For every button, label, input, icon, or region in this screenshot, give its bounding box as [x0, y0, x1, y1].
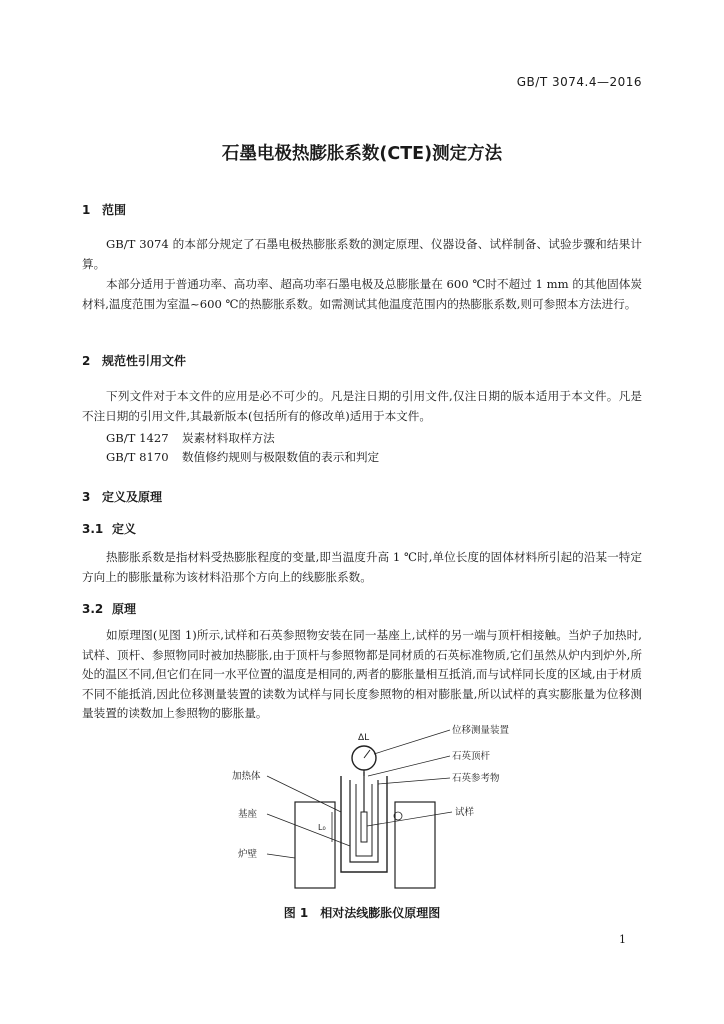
section-number: 3.1	[82, 522, 104, 536]
furnace-wall-right	[395, 802, 435, 888]
document-title: 石墨电极热膨胀系数(CTE)测定方法	[221, 144, 503, 164]
section-number: 2	[82, 354, 91, 368]
section-number: 1	[82, 203, 91, 217]
figure-caption: 图 1 相对法线膨胀仪原理图	[283, 906, 441, 920]
section-2-paragraph-1: 下列文件对于本文件的应用是必不可少的。凡是注日期的引用文件,仅注日期的版本适用于本文件。凡是不注日期的引用文件,其最新版本(包括所有的修改单)适用于本文件。	[82, 389, 642, 423]
label-furnace-wall: 炉壁	[238, 849, 258, 860]
leader-displacement	[374, 730, 450, 754]
normative-reference	[106, 449, 379, 465]
section-title: 范围	[102, 203, 127, 217]
reference-code: GB/T 8170	[106, 450, 169, 464]
reference-code: GB/T 1427	[106, 431, 169, 445]
l0-label: L₀	[318, 823, 326, 832]
sample-block	[361, 812, 367, 842]
section-title: 规范性引用文件	[102, 354, 187, 368]
section-3-heading	[82, 488, 162, 505]
section-1-heading	[82, 201, 126, 218]
page-number: 1	[619, 933, 626, 946]
section-3-1-heading	[82, 520, 136, 537]
reference-title: 炭素材料取样方法	[182, 431, 275, 445]
section-3-2-heading	[82, 600, 136, 617]
leader-furnace-wall	[267, 854, 295, 858]
section-number: 3.2	[82, 602, 104, 616]
label-displacement-device: 位移测量装置	[452, 725, 510, 736]
section-title: 定义及原理	[102, 490, 163, 504]
furnace-wall-left	[295, 802, 335, 888]
section-title: 定义	[112, 522, 137, 536]
label-quartz-reference: 石英参考物	[452, 773, 500, 784]
leader-quartz-reference	[378, 778, 450, 784]
label-base: 基座	[238, 809, 258, 820]
reference-title: 数值修约规则与极限数值的表示和判定	[182, 450, 380, 464]
section-2-heading	[82, 352, 186, 369]
section-number: 3	[82, 490, 91, 504]
section-1-paragraph-1: GB/T 3074 的本部分规定了石墨电极热膨胀系数的测定原理、仪器设备、试样制备、试验步骤和结果计算。	[82, 237, 642, 271]
standard-code: GB/T 3074.4—2016	[516, 75, 642, 89]
delta-l-label: ΔL	[358, 733, 370, 743]
leader-quartz-rod	[368, 756, 450, 776]
label-sample: 试样	[455, 807, 475, 818]
label-heater: 加热体	[232, 771, 261, 782]
section-1-paragraph-2: 本部分适用于普通功率、高功率、超高功率石墨电极及总膨胀量在 600 ℃时不超过 1 mm 的其他固体炭材料,温度范围为室温~600 ℃的热膨胀系数。如需测试其他温度范围内的热膨胀系数,则可参照本方法进行。	[82, 277, 642, 311]
normative-reference	[106, 430, 275, 446]
section-3-2-paragraph: 如原理图(见图 1)所示,试样和石英参照物安装在同一基座上,试样的另一端与顶杆相接触。当炉子加热时,试样、顶杆、参照物同时被加热膨胀,由于顶杆与参照物都是同材质的石英标准物质,它们虽然从炉内到炉外,所处的温区不同,但它们在同一水平位置的温度是相同的,两者的膨胀量相互抵消,而与试样同长度的区域,由于材质不同不能抵消,因此位移测量装置的读数为试样与同长度参照物的相对膨胀量,所以试样的真实膨胀量为位移测量装置的读数加上参照物的膨胀量。	[82, 628, 642, 721]
label-quartz-rod: 石英顶杆	[452, 751, 491, 762]
dilatometer-schematic	[0, 720, 724, 900]
section-title: 原理	[112, 602, 137, 616]
section-3-1-paragraph: 热膨胀系数是指材料受热膨胀程度的变量,即当温度升高 1 ℃时,单位长度的固体材料所引起的沿某一特定方向上的膨胀量称为该材料沿那个方向上的线膨胀系数。	[82, 550, 642, 584]
